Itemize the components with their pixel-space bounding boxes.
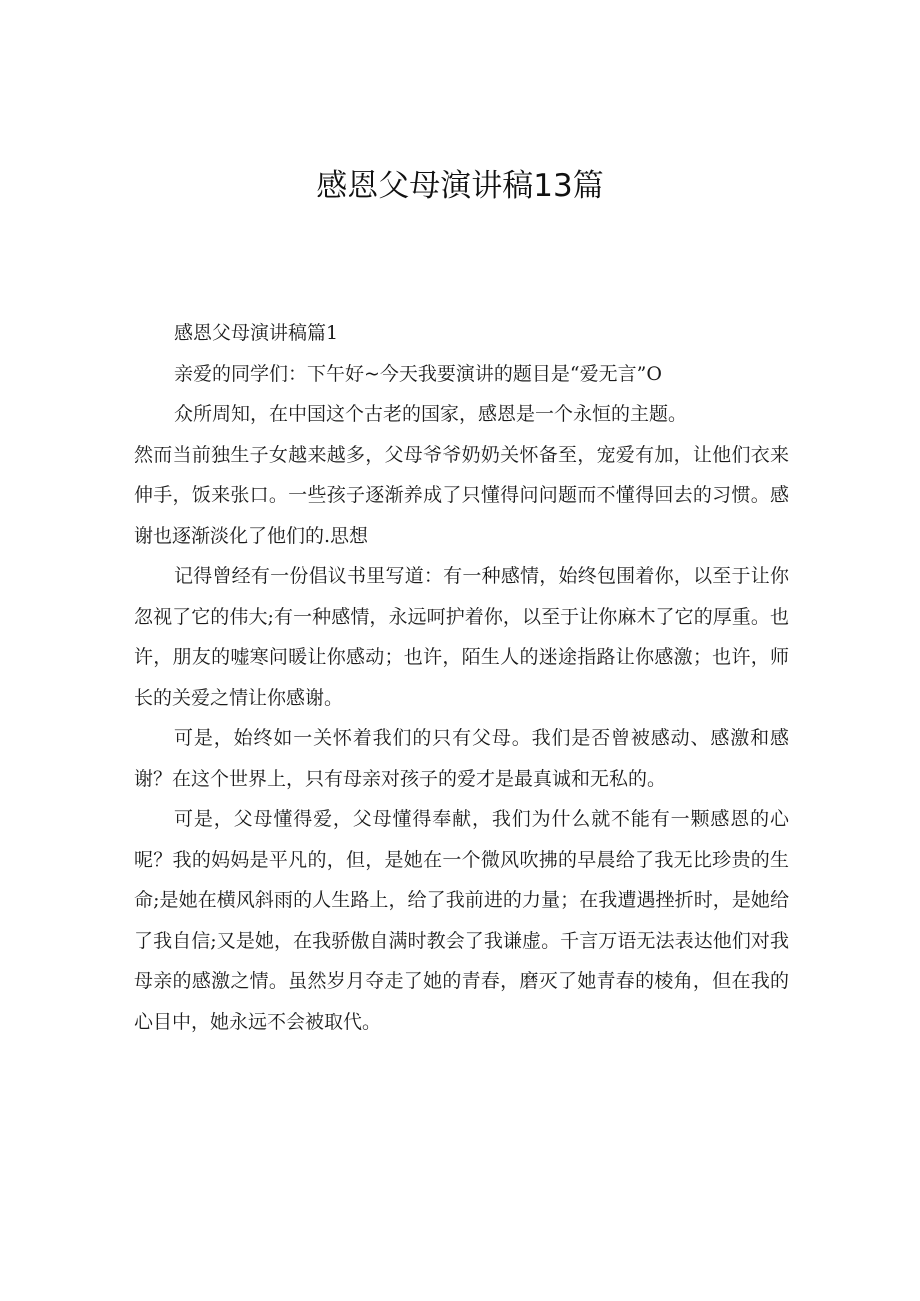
document-body	[134, 313, 789, 1042]
paragraph-parents-care: 可是，始终如一关怀着我们的只有父母。我们是否曾被感动、感激和感谢？在这个世界上，只有母亲对孩子的爱才是最真诚和无私的。	[134, 727, 789, 790]
section-heading: 感恩父母演讲稿篇1	[174, 322, 339, 344]
paragraph-only-children: 然而当前独生子女越来越多，父母爷爷奶奶关怀备至，宠爱有加，让他们衣来伸手，饭来张口。一些孩子逐渐养成了只懂得问问题而不懂得回去的习惯。感谢也逐渐淡化了他们的.思想	[134, 443, 789, 547]
paragraph-intro: 众所周知，在中国这个古老的国家，感恩是一个永恒的主题。	[174, 403, 688, 425]
paragraph-greeting: 亲爱的同学们：下午好~今天我要演讲的题目是“爱无言”O	[174, 362, 662, 385]
paragraph-mother: 可是，父母懂得爱，父母懂得奉献，我们为什么就不能有一颗感恩的心呢？我的妈妈是平凡的，但，是她在一个微风吹拂的早晨给了我无比珍贵的生命;是她在横风斜雨的人生路上，给了我前进的力量；在我遭遇挫折时，是她给了我自信;又是她，在我骄傲自满时教会了我谦虚。千言万语无法表达他们对我母亲的感激之情。虽然岁月夺走了她的青春，磨灭了她青春的棱角，但在我的心目中，她永远不会被取代。	[134, 808, 789, 1033]
paragraph-proposal: 记得曾经有一份倡议书里写道：有一种感情，始终包围着你，以至于让你忽视了它的伟大;有一种感情，永远呵护着你，以至于让你麻木了它的厚重。也许，朋友的嘘寒问暖让你感动；也许，陌生人的迷途指路让你感激；也许，师长的关爱之情让你感谢。	[134, 565, 789, 709]
document-title: 感恩父母演讲稿13篇	[316, 168, 604, 204]
